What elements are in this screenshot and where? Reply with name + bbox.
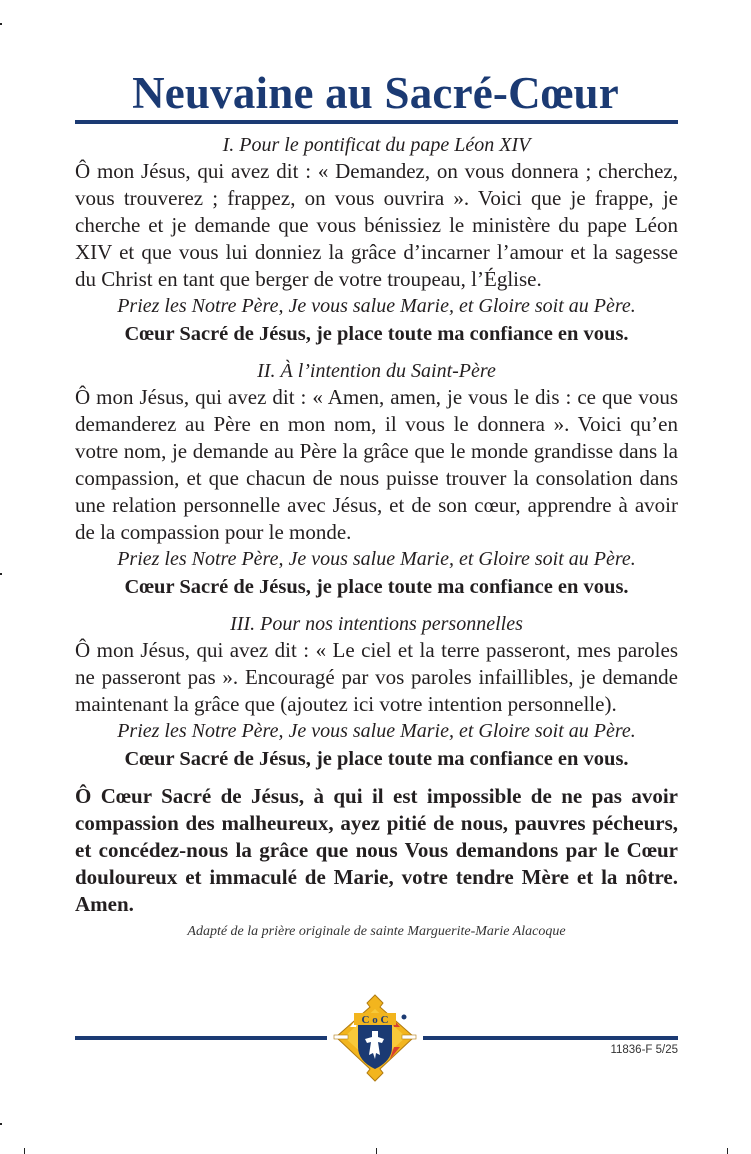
refrain: Cœur Sacré de Jésus, je place toute ma confiance en vous. xyxy=(124,576,629,598)
section-intentions xyxy=(75,611,678,773)
crop-mark xyxy=(727,1148,728,1154)
footer-divider-right xyxy=(423,1036,678,1040)
section-heading: II. À l’intention du Saint-Père xyxy=(257,360,496,382)
crop-mark xyxy=(24,1148,25,1154)
crop-mark xyxy=(0,23,2,25)
section-body: Ô mon Jésus, qui avez dit : « Amen, amen, je vous le dis : ce que vous demanderez au Père en mon nom, il vous le donnera ». Voici qu’en votre nom, je demande au Père la grâce que le monde grandisse dans la compassion, et que chacun de nous puisse trouver la consolation dans une relation personnelle avec Jésus, et de son cœur, apprendre à avoir de la compassion pour le monde. xyxy=(75,385,678,544)
page-title: Neuvaine au Sacré-Cœur xyxy=(132,68,619,118)
prayer-note: Priez les Notre Père, Je vous salue Marie, et Gloire soit au Père. xyxy=(117,295,636,317)
footer-divider-left xyxy=(75,1036,327,1040)
refrain: Cœur Sacré de Jésus, je place toute ma confiance en vous. xyxy=(124,748,629,770)
section-saint-pere xyxy=(75,358,678,601)
svg-text:C o C: C o C xyxy=(361,1014,389,1026)
section-heading: III. Pour nos intentions personnelles xyxy=(230,613,523,635)
document-code: 11836-F 5/25 xyxy=(610,1044,678,1056)
crop-mark xyxy=(0,1123,2,1125)
prayer-note: Priez les Notre Père, Je vous salue Marie, et Gloire soit au Père. xyxy=(117,548,636,570)
prayer-note: Priez les Notre Père, Je vous salue Marie, et Gloire soit au Père. xyxy=(117,720,636,742)
section-body: Ô mon Jésus, qui avez dit : « Le ciel et la terre passeront, mes paroles ne passeront pas ». Encouragé par vos paroles infaillibles, je demande maintenant la grâce que (ajoutez ici votre intention personnelle). xyxy=(75,638,678,716)
refrain: Cœur Sacré de Jésus, je place toute ma confiance en vous. xyxy=(124,323,629,345)
crop-mark xyxy=(376,1148,377,1154)
prayer-content xyxy=(75,132,678,942)
title-divider xyxy=(75,120,678,124)
closing-prayer: Ô Cœur Sacré de Jésus, à qui il est impossible de ne pas avoir compassion des malheureux, ayez pitié de nous, pauvres pécheurs, et concédez-nous la grâce que nous Vous demandons par le Cœur douloureux et immaculé de Marie, votre tendre Mère et la nôtre. Amen. xyxy=(75,784,678,916)
section-body: Ô mon Jésus, qui avez dit : « Demandez, on vous donnera ; cherchez, vous trouverez ; frappez, on vous ouvrira ». Voici que je frappe, je cherche et je demande que vous bénissiez le ministère du pape Léon XIV et que vous lui donniez la grâce d’incarner l’amour et la sagesse du Christ en tant que berger de votre troupeau, l’Église. xyxy=(75,159,678,291)
knights-emblem-logo xyxy=(328,993,422,1083)
attribution: Adapté de la prière originale de sainte Marguerite-Marie Alacoque xyxy=(187,924,566,939)
section-pontificat xyxy=(75,132,678,348)
crop-mark xyxy=(0,573,2,575)
section-heading: I. Pour le pontificat du pape Léon XIV xyxy=(222,134,531,156)
